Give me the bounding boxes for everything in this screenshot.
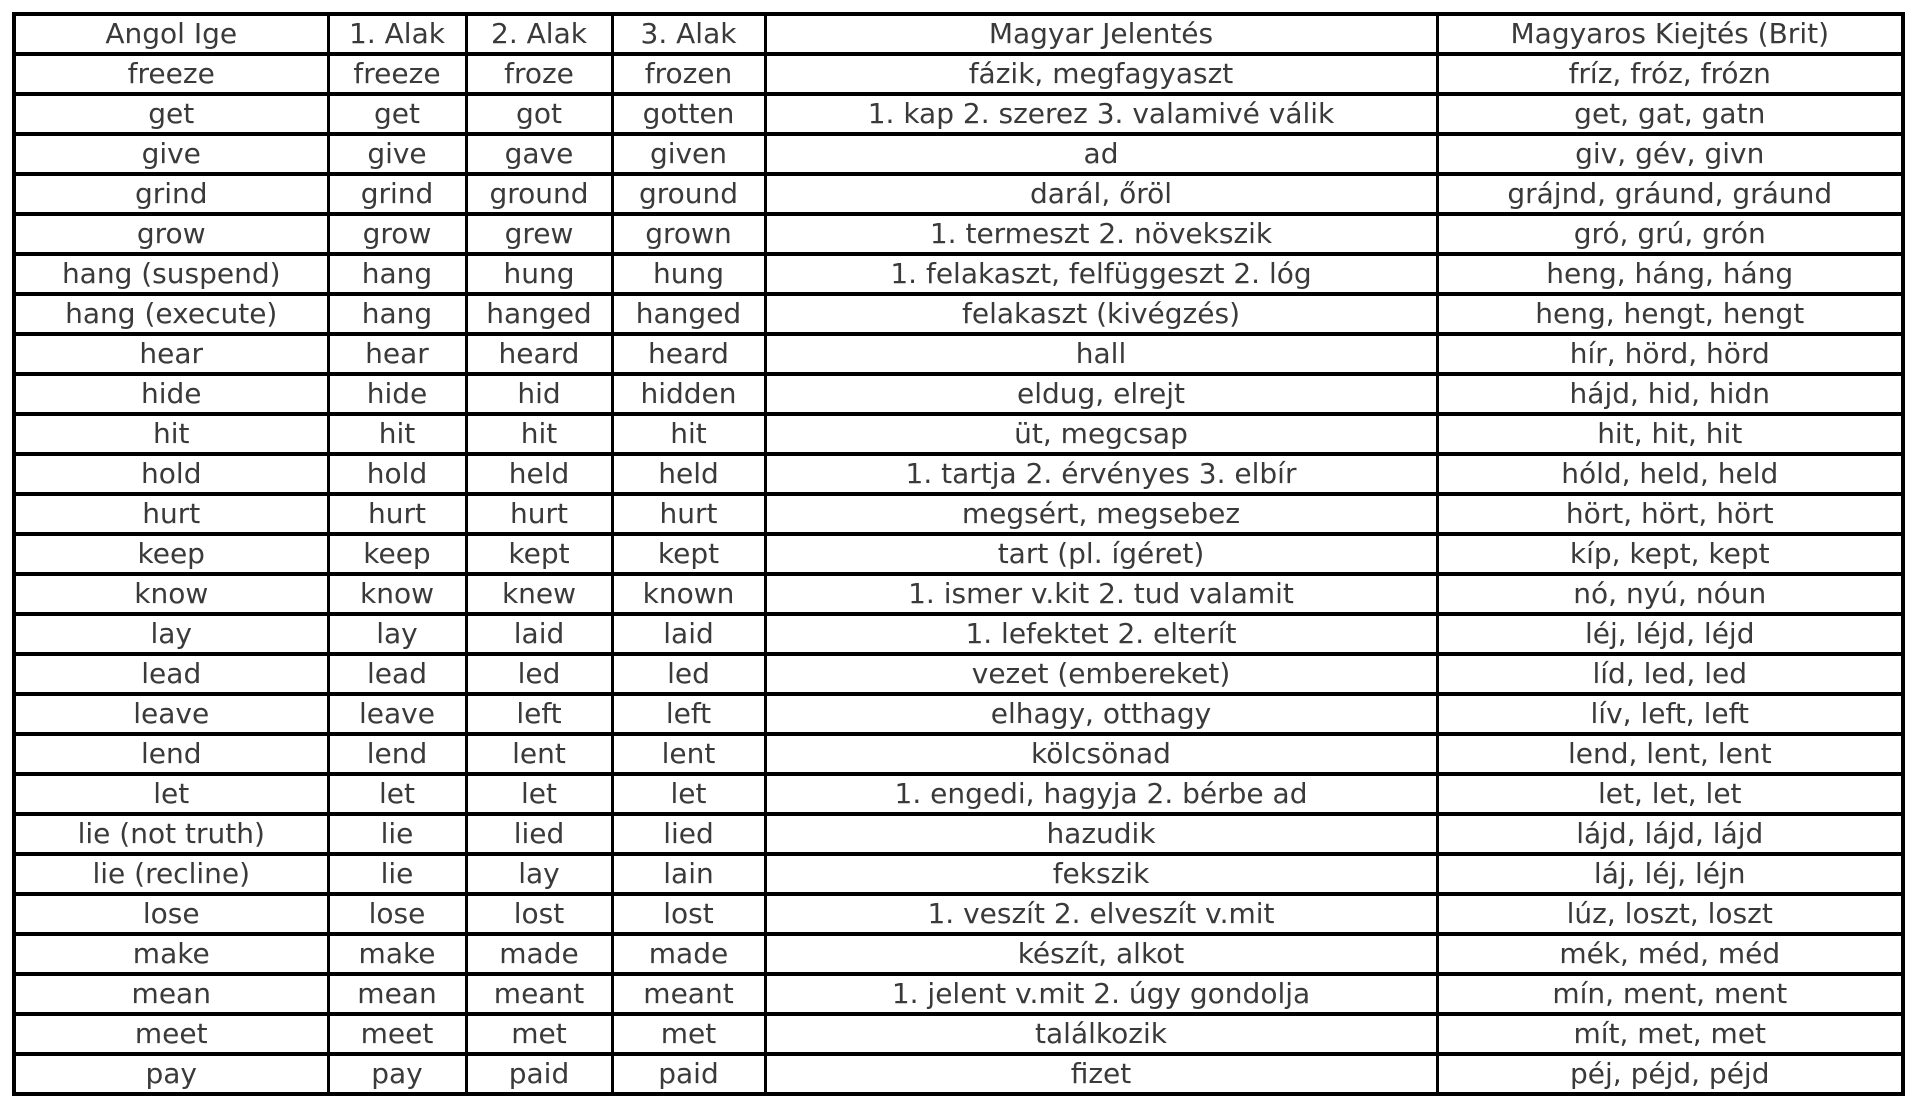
- table-cell: hit: [466, 414, 612, 454]
- column-header: 3. Alak: [612, 14, 765, 54]
- table-cell: kept: [612, 534, 765, 574]
- table-cell: let: [466, 774, 612, 814]
- table-cell: freeze: [14, 54, 328, 94]
- table-cell: 1. ismer v.kit 2. tud valamit: [765, 574, 1437, 614]
- table-cell: nó, nyú, nóun: [1437, 574, 1903, 614]
- table-cell: let: [328, 774, 466, 814]
- table-cell: hit, hit, hit: [1437, 414, 1903, 454]
- table-row: [14, 934, 1903, 974]
- table-cell: give: [328, 134, 466, 174]
- table-cell: lead: [14, 654, 328, 694]
- column-header: Magyaros Kiejtés (Brit): [1437, 14, 1903, 54]
- table-cell: líd, led, led: [1437, 654, 1903, 694]
- table-cell: heng, hengt, hengt: [1437, 294, 1903, 334]
- table-row: [14, 134, 1903, 174]
- table-cell: eldug, elrejt: [765, 374, 1437, 414]
- column-header: Magyar Jelentés: [765, 14, 1437, 54]
- table-cell: led: [466, 654, 612, 694]
- table-cell: lain: [612, 854, 765, 894]
- table-cell: lose: [328, 894, 466, 934]
- table-cell: leave: [328, 694, 466, 734]
- table-cell: get: [328, 94, 466, 134]
- table-cell: hall: [765, 334, 1437, 374]
- column-header: Angol Ige: [14, 14, 328, 54]
- table-cell: left: [466, 694, 612, 734]
- table-cell: 1. jelent v.mit 2. úgy gondolja: [765, 974, 1437, 1014]
- table-cell: grájnd, gráund, gráund: [1437, 174, 1903, 214]
- table-cell: giv, gév, givn: [1437, 134, 1903, 174]
- table-cell: hurt: [466, 494, 612, 534]
- table-row: [14, 294, 1903, 334]
- table-cell: froze: [466, 54, 612, 94]
- table-cell: get, gat, gatn: [1437, 94, 1903, 134]
- table-cell: left: [612, 694, 765, 734]
- table-cell: hang: [328, 294, 466, 334]
- table-cell: 1. veszít 2. elveszít v.mit: [765, 894, 1437, 934]
- table-cell: ad: [765, 134, 1437, 174]
- table-body: [14, 54, 1903, 1094]
- table-cell: hurt: [612, 494, 765, 534]
- table-cell: grown: [612, 214, 765, 254]
- table-cell: lie: [328, 854, 466, 894]
- table-cell: grind: [328, 174, 466, 214]
- table-cell: kölcsönad: [765, 734, 1437, 774]
- table-row: [14, 1014, 1903, 1054]
- table-cell: freeze: [328, 54, 466, 94]
- table-row: [14, 374, 1903, 414]
- table-cell: paid: [612, 1054, 765, 1094]
- table-cell: pay: [14, 1054, 328, 1094]
- table-cell: met: [466, 1014, 612, 1054]
- table-row: [14, 854, 1903, 894]
- table-row: [14, 454, 1903, 494]
- table-cell: péj, péjd, péjd: [1437, 1054, 1903, 1094]
- table-cell: hung: [612, 254, 765, 294]
- table-cell: lose: [14, 894, 328, 934]
- table-cell: know: [328, 574, 466, 614]
- table-cell: hanged: [612, 294, 765, 334]
- table-cell: lead: [328, 654, 466, 694]
- table-cell: hold: [14, 454, 328, 494]
- table-cell: pay: [328, 1054, 466, 1094]
- table-cell: lent: [466, 734, 612, 774]
- table-cell: fríz, fróz, frózn: [1437, 54, 1903, 94]
- table-row: [14, 694, 1903, 734]
- table-cell: elhagy, otthagy: [765, 694, 1437, 734]
- table-row: [14, 54, 1903, 94]
- table-cell: gró, grú, grón: [1437, 214, 1903, 254]
- table-cell: paid: [466, 1054, 612, 1094]
- table-row: [14, 734, 1903, 774]
- table-cell: known: [612, 574, 765, 614]
- table-cell: meet: [328, 1014, 466, 1054]
- table-cell: hájd, hid, hidn: [1437, 374, 1903, 414]
- table-cell: got: [466, 94, 612, 134]
- table-cell: meet: [14, 1014, 328, 1054]
- table-cell: hung: [466, 254, 612, 294]
- table-cell: lájd, lájd, lájd: [1437, 814, 1903, 854]
- table-cell: fizet: [765, 1054, 1437, 1094]
- table-row: [14, 654, 1903, 694]
- header-row: [14, 14, 1903, 54]
- table-cell: felakaszt (kivégzés): [765, 294, 1437, 334]
- table-cell: hide: [328, 374, 466, 414]
- table-cell: láj, léj, léjn: [1437, 854, 1903, 894]
- table-row: [14, 574, 1903, 614]
- table-cell: léj, léjd, léjd: [1437, 614, 1903, 654]
- table-cell: lost: [612, 894, 765, 934]
- table-cell: leave: [14, 694, 328, 734]
- table-cell: let: [612, 774, 765, 814]
- table-cell: lay: [14, 614, 328, 654]
- table-cell: grow: [14, 214, 328, 254]
- table-cell: lend, lent, lent: [1437, 734, 1903, 774]
- table-row: [14, 894, 1903, 934]
- table-cell: grow: [328, 214, 466, 254]
- table-cell: laid: [466, 614, 612, 654]
- table-cell: készít, alkot: [765, 934, 1437, 974]
- table-cell: hidden: [612, 374, 765, 414]
- table-row: [14, 414, 1903, 454]
- table-cell: mean: [14, 974, 328, 1014]
- table-row: [14, 534, 1903, 574]
- table-cell: hear: [14, 334, 328, 374]
- table-cell: knew: [466, 574, 612, 614]
- table-row: [14, 174, 1903, 214]
- table-cell: fázik, megfagyaszt: [765, 54, 1437, 94]
- table-cell: lost: [466, 894, 612, 934]
- table-cell: lend: [14, 734, 328, 774]
- table-cell: kíp, kept, kept: [1437, 534, 1903, 574]
- table-cell: 1. tartja 2. érvényes 3. elbír: [765, 454, 1437, 494]
- table-cell: grind: [14, 174, 328, 214]
- table-cell: lend: [328, 734, 466, 774]
- table-cell: tart (pl. ígéret): [765, 534, 1437, 574]
- table-cell: gotten: [612, 94, 765, 134]
- table-cell: üt, megcsap: [765, 414, 1437, 454]
- table-cell: 1. kap 2. szerez 3. valamivé válik: [765, 94, 1437, 134]
- table-cell: lie (not truth): [14, 814, 328, 854]
- table-cell: laid: [612, 614, 765, 654]
- table-cell: lied: [612, 814, 765, 854]
- table-cell: hört, hört, hört: [1437, 494, 1903, 534]
- table-cell: know: [14, 574, 328, 614]
- table-row: [14, 1054, 1903, 1094]
- table-row: [14, 254, 1903, 294]
- table-cell: frozen: [612, 54, 765, 94]
- english-irregular-verbs-table: [12, 12, 1905, 1096]
- table-row: [14, 334, 1903, 374]
- table-cell: lay: [466, 854, 612, 894]
- table-cell: let: [14, 774, 328, 814]
- column-header: 2. Alak: [466, 14, 612, 54]
- table-cell: mít, met, met: [1437, 1014, 1903, 1054]
- table-cell: make: [328, 934, 466, 974]
- table-row: [14, 974, 1903, 1014]
- table-cell: give: [14, 134, 328, 174]
- table-cell: held: [612, 454, 765, 494]
- table-cell: hang (suspend): [14, 254, 328, 294]
- table-cell: held: [466, 454, 612, 494]
- table-cell: made: [466, 934, 612, 974]
- table-cell: találkozik: [765, 1014, 1437, 1054]
- table-cell: 1. termeszt 2. növekszik: [765, 214, 1437, 254]
- table-cell: lie (recline): [14, 854, 328, 894]
- table-cell: megsért, megsebez: [765, 494, 1437, 534]
- table-cell: grew: [466, 214, 612, 254]
- table-cell: make: [14, 934, 328, 974]
- table-cell: mék, méd, méd: [1437, 934, 1903, 974]
- table-cell: hang (execute): [14, 294, 328, 334]
- table-cell: 1. lefektet 2. elterít: [765, 614, 1437, 654]
- table-cell: mín, ment, ment: [1437, 974, 1903, 1014]
- table-row: [14, 214, 1903, 254]
- table-cell: mean: [328, 974, 466, 1014]
- table-cell: hear: [328, 334, 466, 374]
- table-cell: meant: [466, 974, 612, 1014]
- table-cell: ground: [466, 174, 612, 214]
- table-cell: 1. engedi, hagyja 2. bérbe ad: [765, 774, 1437, 814]
- table-row: [14, 614, 1903, 654]
- table-cell: hurt: [328, 494, 466, 534]
- table-cell: hold: [328, 454, 466, 494]
- table-cell: heng, háng, háng: [1437, 254, 1903, 294]
- table-cell: keep: [328, 534, 466, 574]
- table-cell: darál, őröl: [765, 174, 1437, 214]
- table-cell: hazudik: [765, 814, 1437, 854]
- table-cell: fekszik: [765, 854, 1437, 894]
- table-cell: get: [14, 94, 328, 134]
- table-cell: keep: [14, 534, 328, 574]
- table-row: [14, 814, 1903, 854]
- table-cell: hit: [612, 414, 765, 454]
- table-cell: 1. felakaszt, felfüggeszt 2. lóg: [765, 254, 1437, 294]
- table-cell: made: [612, 934, 765, 974]
- table-cell: hit: [328, 414, 466, 454]
- table-cell: ground: [612, 174, 765, 214]
- table-cell: lied: [466, 814, 612, 854]
- table-cell: heard: [612, 334, 765, 374]
- table-cell: lent: [612, 734, 765, 774]
- table-cell: hide: [14, 374, 328, 414]
- table-cell: lúz, loszt, loszt: [1437, 894, 1903, 934]
- table-cell: lay: [328, 614, 466, 654]
- table-cell: hanged: [466, 294, 612, 334]
- table-cell: lie: [328, 814, 466, 854]
- table-row: [14, 494, 1903, 534]
- table-cell: gave: [466, 134, 612, 174]
- table-cell: hurt: [14, 494, 328, 534]
- table-cell: lív, left, left: [1437, 694, 1903, 734]
- table-cell: heard: [466, 334, 612, 374]
- table-cell: hóld, held, held: [1437, 454, 1903, 494]
- table-cell: led: [612, 654, 765, 694]
- column-header: 1. Alak: [328, 14, 466, 54]
- table-cell: hid: [466, 374, 612, 414]
- table-row: [14, 94, 1903, 134]
- table-cell: met: [612, 1014, 765, 1054]
- table-cell: hit: [14, 414, 328, 454]
- table-cell: let, let, let: [1437, 774, 1903, 814]
- table-cell: given: [612, 134, 765, 174]
- table-cell: vezet (embereket): [765, 654, 1437, 694]
- table-row: [14, 774, 1903, 814]
- table-cell: hang: [328, 254, 466, 294]
- table-cell: meant: [612, 974, 765, 1014]
- table-cell: hír, hörd, hörd: [1437, 334, 1903, 374]
- table-cell: kept: [466, 534, 612, 574]
